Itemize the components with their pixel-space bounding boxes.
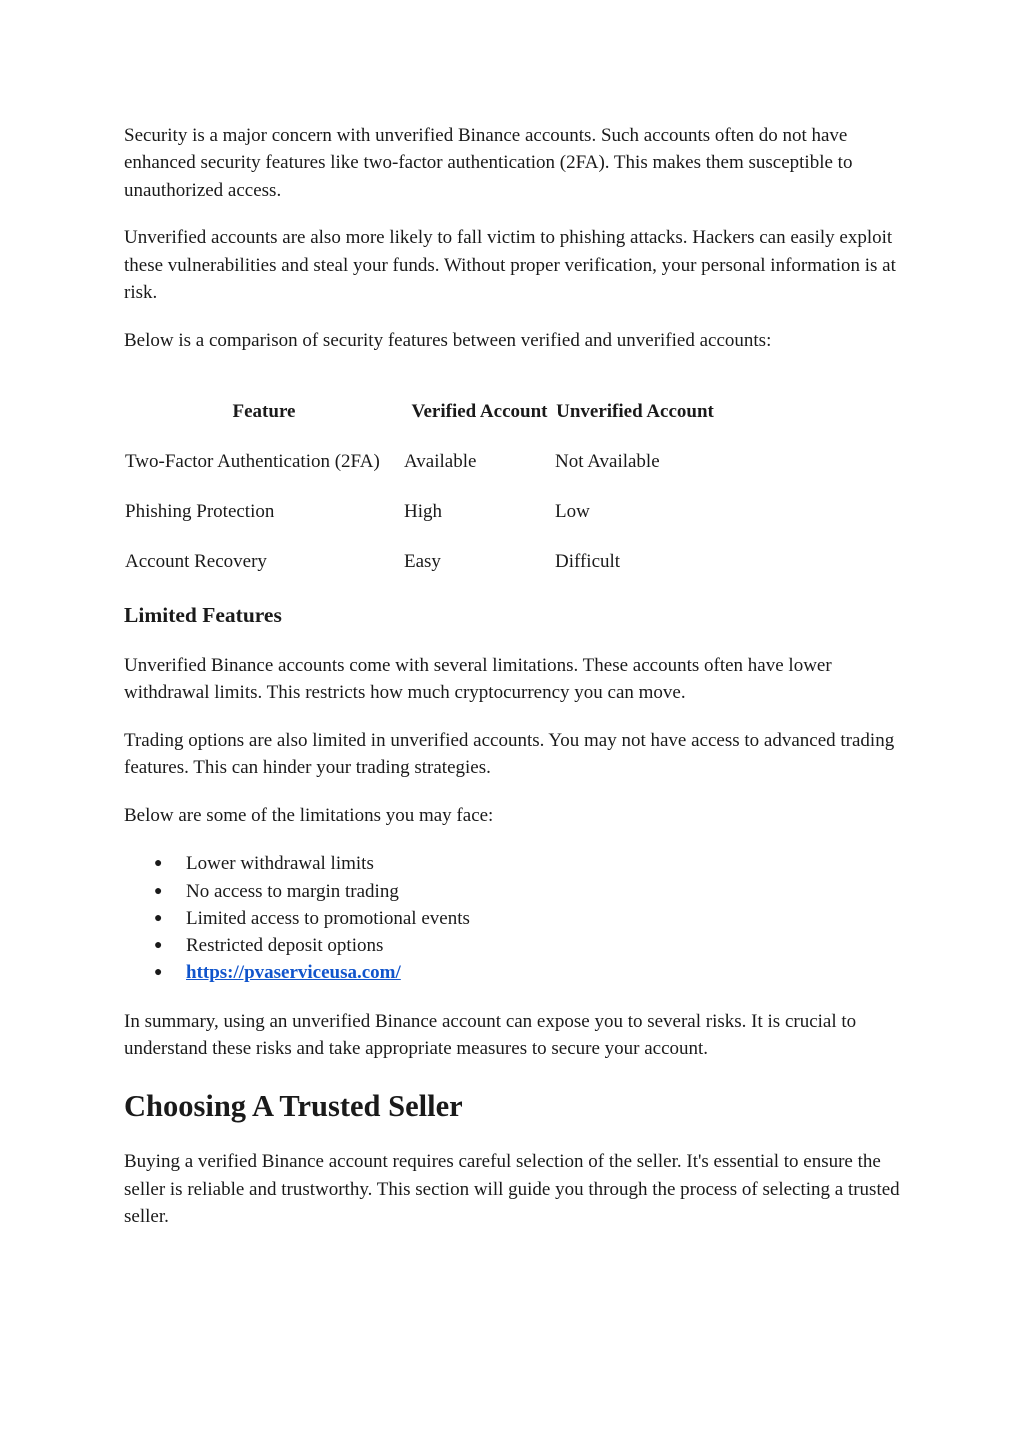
- list-item-text: Restricted deposit options: [186, 935, 384, 957]
- row-feature: Two-Factor Authentication (2FA): [125, 450, 380, 472]
- bullet-icon: ●: [154, 856, 163, 872]
- row-verified: High: [404, 501, 442, 523]
- limitations-list: [124, 850, 904, 986]
- list-item: [124, 905, 904, 932]
- header-verified: Verified Account: [411, 400, 548, 422]
- list-item: [124, 959, 904, 986]
- limited-features-heading: Limited Features: [124, 602, 282, 627]
- table-row: [124, 498, 715, 548]
- trusted-seller-heading: Choosing A Trusted Seller: [124, 1089, 463, 1124]
- bullet-icon: ●: [154, 910, 163, 926]
- comparison-intro: Below is a comparison of security features between verified and unverified accounts:: [124, 330, 772, 352]
- row-verified: Easy: [404, 551, 441, 573]
- row-feature: Account Recovery: [125, 551, 267, 573]
- row-unverified: Low: [555, 501, 590, 523]
- table-row: [124, 548, 715, 575]
- header-feature: Feature: [232, 400, 296, 422]
- trading-paragraph: Trading options are also limited in unverified accounts. You may not have access to advanced trading features. This can hinder your trading strategies.: [124, 729, 895, 779]
- list-item-text: Limited access to promotional events: [186, 907, 470, 929]
- summary-paragraph: In summary, using an unverified Binance account can expose you to several risks. It is crucial to understand these risks and take appropriate measures to secure your account.: [124, 1010, 857, 1060]
- row-unverified: Not Available: [555, 450, 660, 472]
- list-item-text: No access to margin trading: [186, 880, 399, 902]
- bullet-icon: ●: [154, 938, 163, 954]
- security-comparison-table: [124, 398, 715, 576]
- pvaserviceusa-link[interactable]: https://pvaserviceusa.com/: [186, 962, 401, 984]
- list-item-text: Lower withdrawal limits: [186, 853, 374, 875]
- document-page: [124, 122, 904, 1230]
- table-header-row: [124, 398, 715, 448]
- list-item: [124, 878, 904, 905]
- list-item: [124, 850, 904, 877]
- bullet-icon: ●: [154, 883, 163, 899]
- row-feature: Phishing Protection: [125, 501, 275, 523]
- header-unverified: Unverified Account: [556, 400, 714, 422]
- row-verified: Available: [404, 450, 477, 472]
- row-unverified: Difficult: [555, 551, 621, 573]
- table-row: [124, 448, 715, 498]
- phishing-paragraph: Unverified accounts are also more likely to fall victim to phishing attacks. Hackers can easily exploit these vulnerabilities and steal your funds. Without proper verification, your personal information is at risk.: [124, 227, 896, 303]
- list-item: [124, 932, 904, 959]
- trusted-seller-paragraph: Buying a verified Binance account requires careful selection of the seller. It's essential to ensure the seller is reliable and trustworthy. This section will guide you through the process of selecting a trusted seller.: [124, 1151, 900, 1227]
- limitations-intro: Below are some of the limitations you may face:: [124, 804, 494, 826]
- limitations-paragraph: Unverified Binance accounts come with several limitations. These accounts often have lower withdrawal limits. This restricts how much cryptocurrency you can move.: [124, 654, 832, 704]
- security-paragraph: Security is a major concern with unverified Binance accounts. Such accounts often do not have enhanced security features like two-factor authentication (2FA). This makes them susceptible to unauthorized access.: [124, 125, 853, 201]
- bullet-icon: ●: [154, 965, 163, 981]
